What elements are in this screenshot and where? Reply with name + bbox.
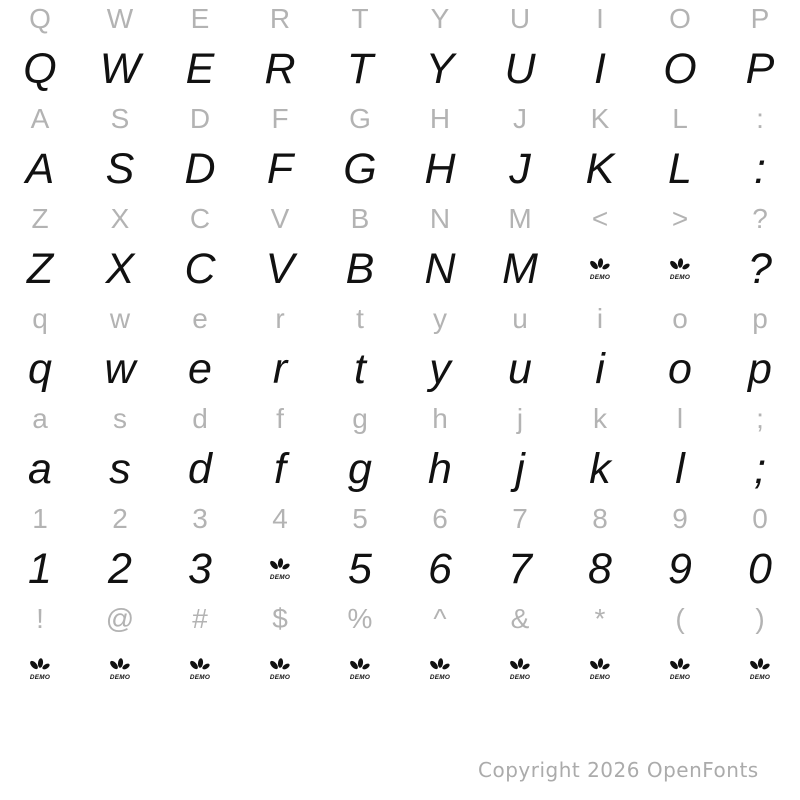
- glyph-cell: 5: [352, 503, 368, 534]
- demo-fleuron-icon: [746, 658, 774, 680]
- glyph-cell: B: [345, 244, 375, 293]
- demo-placeholder-glyph: [106, 658, 134, 680]
- demo-label: DEMO: [589, 674, 611, 680]
- glyph-cell: <: [591, 203, 609, 234]
- glyph-cell: ;: [754, 444, 766, 493]
- glyph-cell: V: [270, 203, 290, 234]
- glyph-cell: y: [433, 303, 447, 334]
- glyph-cell: R: [264, 44, 296, 93]
- glyph-cell: 0: [748, 544, 772, 593]
- glyph-cell: ?: [752, 203, 768, 234]
- glyph-cell: P: [750, 3, 770, 34]
- reference-row: [0, 294, 800, 344]
- glyph-cell: 9: [672, 503, 688, 534]
- glyph-cell: 3: [188, 544, 212, 593]
- glyph-cell: k: [589, 444, 611, 493]
- glyph-cell: L: [668, 144, 692, 193]
- demo-label: DEMO: [189, 674, 211, 680]
- demo-placeholder-glyph: [186, 658, 214, 680]
- glyph-cell: a: [32, 403, 48, 434]
- glyph-cell: 1: [32, 503, 48, 534]
- glyph-cell: :: [754, 144, 766, 193]
- glyph-cell: 3: [192, 503, 208, 534]
- glyph-cell: E: [190, 3, 210, 34]
- glyph-cell: F: [271, 103, 289, 134]
- glyph-cell: Q: [29, 3, 51, 34]
- demo-placeholder-glyph: [346, 658, 374, 680]
- glyph-cell: d: [192, 403, 208, 434]
- glyph-cell: I: [596, 3, 604, 34]
- glyph-cell: E: [185, 44, 215, 93]
- glyph-cell: d: [188, 444, 212, 493]
- glyph-cell: C: [189, 203, 211, 234]
- glyph-cell: 8: [588, 544, 612, 593]
- glyph-cell: o: [672, 303, 688, 334]
- glyph-cell: 1: [28, 544, 52, 593]
- glyph-cell: k: [593, 403, 607, 434]
- demo-placeholder-glyph: [586, 658, 614, 680]
- glyph-cell: j: [515, 444, 525, 493]
- glyph-cell: 2: [112, 503, 128, 534]
- glyph-cell: :: [756, 103, 764, 134]
- glyph-cell: K: [585, 144, 615, 193]
- demo-fleuron-icon: [666, 258, 694, 280]
- glyph-cell: a: [28, 444, 52, 493]
- glyph-cell: r: [272, 344, 288, 393]
- glyph-cell: G: [349, 103, 371, 134]
- preview-row: [0, 544, 800, 594]
- glyph-cell: Y: [425, 44, 455, 93]
- glyph-cell: D: [184, 144, 216, 193]
- glyph-cell: H: [424, 144, 456, 193]
- demo-placeholder-glyph: [426, 658, 454, 680]
- demo-placeholder-glyph: [586, 258, 614, 280]
- glyph-cell: A: [25, 144, 55, 193]
- glyph-cell: j: [516, 403, 524, 434]
- glyph-cell: S: [105, 144, 135, 193]
- glyph-cell: G: [343, 144, 377, 193]
- demo-label: DEMO: [669, 674, 691, 680]
- demo-fleuron-icon: [586, 658, 614, 680]
- glyph-cell: L: [672, 103, 688, 134]
- demo-label: DEMO: [269, 574, 291, 580]
- glyph-cell: J: [509, 144, 531, 193]
- preview-row: [0, 444, 800, 494]
- reference-row: [0, 0, 800, 44]
- glyph-cell: 9: [668, 544, 692, 593]
- glyph-cell: R: [269, 3, 291, 34]
- glyph-cell: X: [105, 244, 135, 293]
- demo-label: DEMO: [429, 674, 451, 680]
- demo-placeholder-glyph: [666, 258, 694, 280]
- glyph-cell: Y: [430, 3, 450, 34]
- glyph-cell: Z: [26, 244, 54, 293]
- demo-fleuron-icon: [506, 658, 534, 680]
- glyph-cell: ?: [748, 244, 772, 293]
- demo-label: DEMO: [29, 674, 51, 680]
- glyph-cell: f: [274, 444, 286, 493]
- glyph-cell: *: [594, 603, 606, 634]
- glyph-cell: P: [745, 44, 775, 93]
- glyph-cell: y: [429, 344, 451, 393]
- preview-row: [0, 244, 800, 294]
- demo-fleuron-icon: [346, 658, 374, 680]
- glyph-cell: 7: [508, 544, 532, 593]
- glyph-cell: O: [669, 3, 691, 34]
- demo-fleuron-icon: [26, 658, 54, 680]
- glyph-cell: u: [508, 344, 532, 393]
- glyph-cell: l: [676, 403, 684, 434]
- glyph-cell: ): [755, 603, 765, 634]
- glyph-cell: 6: [428, 544, 452, 593]
- glyph-cell: >: [671, 203, 689, 234]
- reference-row: [0, 194, 800, 244]
- demo-label: DEMO: [349, 674, 371, 680]
- preview-row: [0, 44, 800, 94]
- glyph-cell: w: [104, 344, 136, 393]
- demo-label: DEMO: [269, 674, 291, 680]
- glyph-cell: 8: [592, 503, 608, 534]
- glyph-cell: B: [350, 203, 370, 234]
- glyph-cell: $: [272, 603, 288, 634]
- glyph-cell: r: [275, 303, 285, 334]
- glyph-cell: S: [110, 103, 130, 134]
- glyph-cell: s: [113, 403, 127, 434]
- glyph-cell: I: [594, 44, 606, 93]
- glyph-cell: l: [675, 444, 685, 493]
- glyph-cell: u: [512, 303, 528, 334]
- preview-row: [0, 144, 800, 194]
- glyph-cell: !: [36, 603, 44, 634]
- preview-row: [0, 344, 800, 394]
- demo-placeholder-glyph: [266, 558, 294, 580]
- glyph-cell: N: [429, 203, 451, 234]
- glyph-cell: 7: [512, 503, 528, 534]
- glyph-cell: O: [663, 44, 697, 93]
- demo-label: DEMO: [509, 674, 531, 680]
- demo-placeholder-glyph: [26, 658, 54, 680]
- glyph-cell: 2: [108, 544, 132, 593]
- glyph-cell: #: [192, 603, 208, 634]
- glyph-cell: p: [748, 344, 772, 393]
- glyph-cell: 0: [752, 503, 768, 534]
- glyph-cell: (: [675, 603, 685, 634]
- glyph-cell: T: [346, 44, 374, 93]
- glyph-cell: V: [265, 244, 295, 293]
- demo-label: DEMO: [669, 274, 691, 280]
- glyph-cell: Z: [31, 203, 49, 234]
- glyph-cell: T: [351, 3, 369, 34]
- glyph-cell: %: [347, 603, 373, 634]
- glyph-cell: M: [508, 203, 532, 234]
- glyph-cell: F: [266, 144, 294, 193]
- glyph-cell: q: [28, 344, 52, 393]
- demo-fleuron-icon: [106, 658, 134, 680]
- demo-label: DEMO: [109, 674, 131, 680]
- glyph-cell: X: [110, 203, 130, 234]
- glyph-cell: h: [432, 403, 448, 434]
- demo-placeholder-glyph: [746, 658, 774, 680]
- glyph-cell: g: [352, 403, 368, 434]
- glyph-cell: e: [192, 303, 208, 334]
- glyph-cell: U: [509, 3, 531, 34]
- glyph-cell: C: [184, 244, 216, 293]
- glyph-cell: 6: [432, 503, 448, 534]
- glyph-cell: &: [510, 603, 530, 634]
- demo-fleuron-icon: [666, 658, 694, 680]
- glyph-cell: 4: [272, 503, 288, 534]
- demo-fleuron-icon: [426, 658, 454, 680]
- reference-row: [0, 94, 800, 144]
- glyph-cell: p: [752, 303, 768, 334]
- glyph-cell: o: [668, 344, 692, 393]
- glyph-cell: K: [590, 103, 610, 134]
- glyph-cell: J: [513, 103, 527, 134]
- glyph-cell: t: [356, 303, 364, 334]
- glyph-cell: e: [188, 344, 212, 393]
- demo-placeholder-glyph: [666, 658, 694, 680]
- glyph-cell: ;: [756, 403, 764, 434]
- demo-label: DEMO: [749, 674, 771, 680]
- glyph-cell: @: [105, 603, 135, 634]
- glyph-cell: A: [30, 103, 50, 134]
- demo-placeholder-glyph: [266, 658, 294, 680]
- glyph-cell: ^: [433, 603, 447, 634]
- reference-row: [0, 394, 800, 444]
- glyph-cell: f: [276, 403, 284, 434]
- demo-fleuron-icon: [266, 558, 294, 580]
- glyph-cell: t: [354, 344, 366, 393]
- glyph-cell: M: [502, 244, 538, 293]
- glyph-cell: i: [595, 344, 605, 393]
- demo-fleuron-icon: [266, 658, 294, 680]
- glyph-cell: s: [109, 444, 131, 493]
- copyright-text: Copyright 2026 OpenFonts: [478, 758, 759, 782]
- glyph-cell: g: [348, 444, 372, 493]
- glyph-cell: Q: [23, 44, 57, 93]
- preview-row: [0, 644, 800, 694]
- demo-fleuron-icon: [186, 658, 214, 680]
- glyph-cell: H: [429, 103, 451, 134]
- glyph-cell: w: [109, 303, 131, 334]
- demo-fleuron-icon: [586, 258, 614, 280]
- glyph-cell: N: [424, 244, 456, 293]
- glyph-cell: q: [32, 303, 48, 334]
- reference-row: [0, 494, 800, 544]
- glyph-cell: D: [189, 103, 211, 134]
- glyph-cell: h: [428, 444, 452, 493]
- glyph-cell: U: [504, 44, 536, 93]
- demo-placeholder-glyph: [506, 658, 534, 680]
- glyph-cell: W: [99, 44, 141, 93]
- glyph-cell: i: [596, 303, 604, 334]
- demo-label: DEMO: [589, 274, 611, 280]
- glyph-cell: W: [106, 3, 134, 34]
- glyph-cell: 5: [348, 544, 372, 593]
- reference-row: [0, 594, 800, 644]
